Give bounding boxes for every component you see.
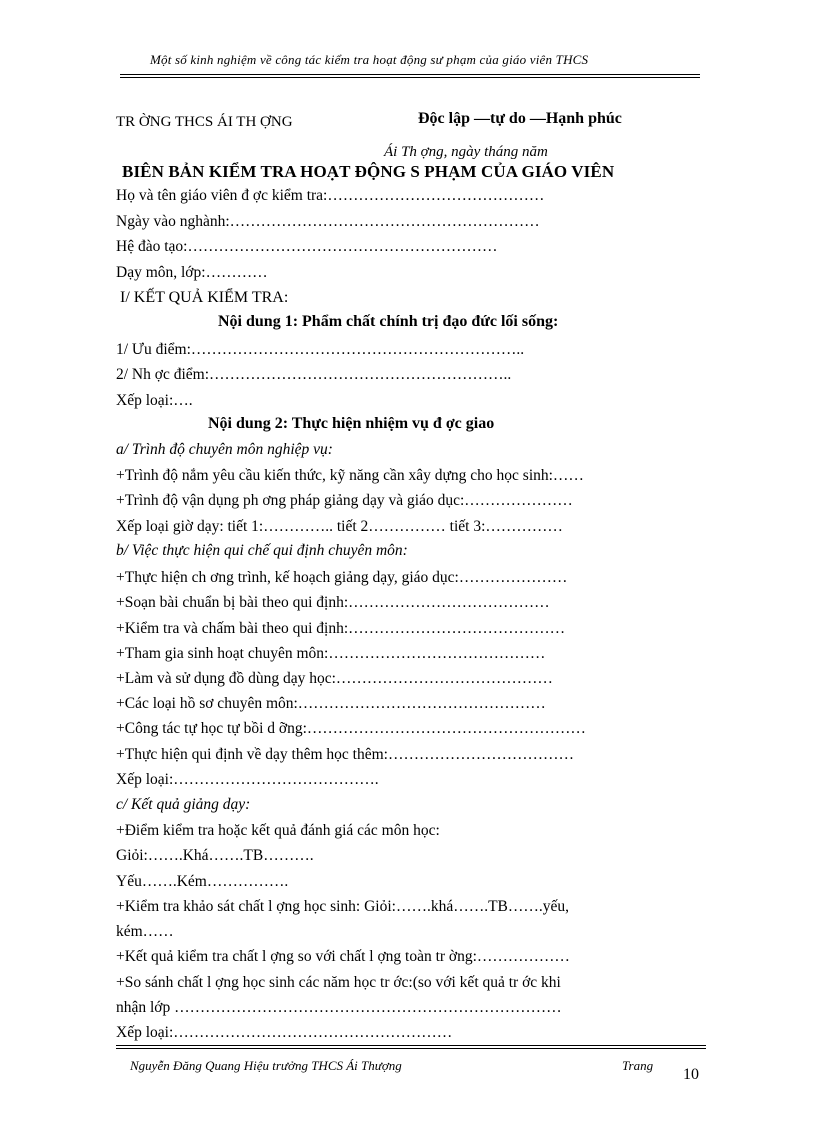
header-rule: [120, 74, 700, 75]
sub-b-line-3: +Kiểm tra và chấm bài theo qui định:……………………………………: [116, 620, 566, 637]
sub-b-rating: Xếp loại:………………………………….: [116, 771, 379, 788]
sub-c-heading: c/ Kết quả giảng dạy:: [116, 796, 251, 813]
sub-c-rating: Xếp loại:………………………………………………: [116, 1024, 453, 1041]
sub-a-line-3: Xếp loại giờ dạy: tiết 1:………….. tiết 2…………… tiết 3:……………: [116, 518, 563, 535]
footer-rule: [116, 1045, 706, 1046]
content2-heading: Nội dung 2: Thực hiện nhiệm vụ đ ợc giao: [208, 415, 495, 432]
footer-page-label: Trang: [622, 1058, 654, 1073]
footer-page-number: 10: [683, 1066, 699, 1083]
sub-b-line-4: +Tham gia sinh hoạt chuyên môn:……………………………………: [116, 645, 546, 662]
sub-a-line-2: +Trình độ vận dụng ph ơng pháp giảng dạy và giáo dục:…………………: [116, 492, 573, 509]
content1-strengths: 1/ Ưu điểm:………………………………………………………..: [116, 341, 525, 358]
start-date-line: Ngày vào nghành:……………………………………………………: [116, 213, 540, 230]
sub-c-line-4: +Kiểm tra khảo sát chất l ợng học sinh: Giỏi:…….khá…….TB…….yếu,: [116, 898, 570, 915]
place-date: Ái Th ợng, ngày tháng năm: [384, 144, 548, 160]
footer-author: Nguyễn Đăng Quang Hiệu trưởng THCS Ái Thượng: [130, 1058, 402, 1073]
footer-rule-2: [116, 1048, 706, 1049]
training-line: Hệ đào tạo:……………………………………………………: [116, 238, 498, 255]
sub-a-heading: a/ Trình độ chuyên môn nghiệp vụ:: [116, 441, 333, 458]
sub-c-line-2: Giỏi:…….Khá…….TB……….: [116, 847, 314, 864]
sub-b-line-8: +Thực hiện qui định về dạy thêm học thêm:………………………………: [116, 746, 574, 763]
teacher-name-line: Họ và tên giáo viên đ ợc kiểm tra:……………………………………: [116, 187, 545, 204]
sub-b-heading: b/ Việc thực hiện qui chế qui định chuyên môn:: [116, 542, 408, 559]
sub-b-line-1: +Thực hiện ch ơng trình, kế hoạch giảng dạy, giáo dục:…………………: [116, 569, 568, 586]
sub-b-line-5: +Làm và sử dụng đồ dùng dạy học:……………………………………: [116, 670, 553, 687]
section-results-heading: I/ KẾT QUẢ KIỂM TRA:: [120, 289, 289, 306]
header-rule-2: [120, 77, 700, 78]
running-header: Một số kinh nghiệm về công tác kiểm tra hoạt động sư phạm của giáo viên THCS: [150, 52, 589, 67]
sub-c-line-3: Yếu…….Kém…………….: [116, 873, 289, 890]
sub-c-line-8: nhận lớp …………………………………………………………………: [116, 999, 562, 1016]
document-title: BIÊN BẢN KIỂM TRA HOẠT ĐỘNG S PHẠM CỦA GIÁO VIÊN: [122, 162, 615, 181]
sub-c-line-1: +Điểm kiểm tra hoặc kết quả đánh giá các môn học:: [116, 822, 440, 839]
sub-b-line-2: +Soạn bài chuẩn bị bài theo qui định:…………………………………: [116, 594, 550, 611]
sub-c-line-7: +So sánh chất l ợng học sinh các năm học tr ớc:(so với kết quả tr ớc khi: [116, 974, 561, 991]
sub-b-line-6: +Các loại hồ sơ chuyên môn:…………………………………………: [116, 695, 546, 712]
subject-class-line: Dạy môn, lớp:…………: [116, 264, 268, 281]
sub-c-line-6: +Kết quả kiểm tra chất l ợng so với chất l ợng toàn tr ờng:………………: [116, 948, 570, 965]
content1-heading: Nội dung 1: Phẩm chất chính trị đạo đức lối sống:: [218, 313, 559, 330]
sub-c-line-5: kém……: [116, 923, 174, 940]
content1-weaknesses: 2/ Nh ợc điểm:…………………………………………………..: [116, 366, 512, 383]
national-motto: Độc lập —tự do —Hạnh phúc: [418, 110, 622, 127]
content1-rating: Xếp loại:….: [116, 392, 193, 409]
school-name: TR ỜNG THCS ÁI TH ỢNG: [116, 114, 293, 130]
sub-b-line-7: +Công tác tự học tự bồi d ỡng:………………………………………………: [116, 720, 586, 737]
sub-a-line-1: +Trình độ nắm yêu cầu kiến thức, kỹ năng cần xây dựng cho học sinh:……: [116, 467, 584, 484]
